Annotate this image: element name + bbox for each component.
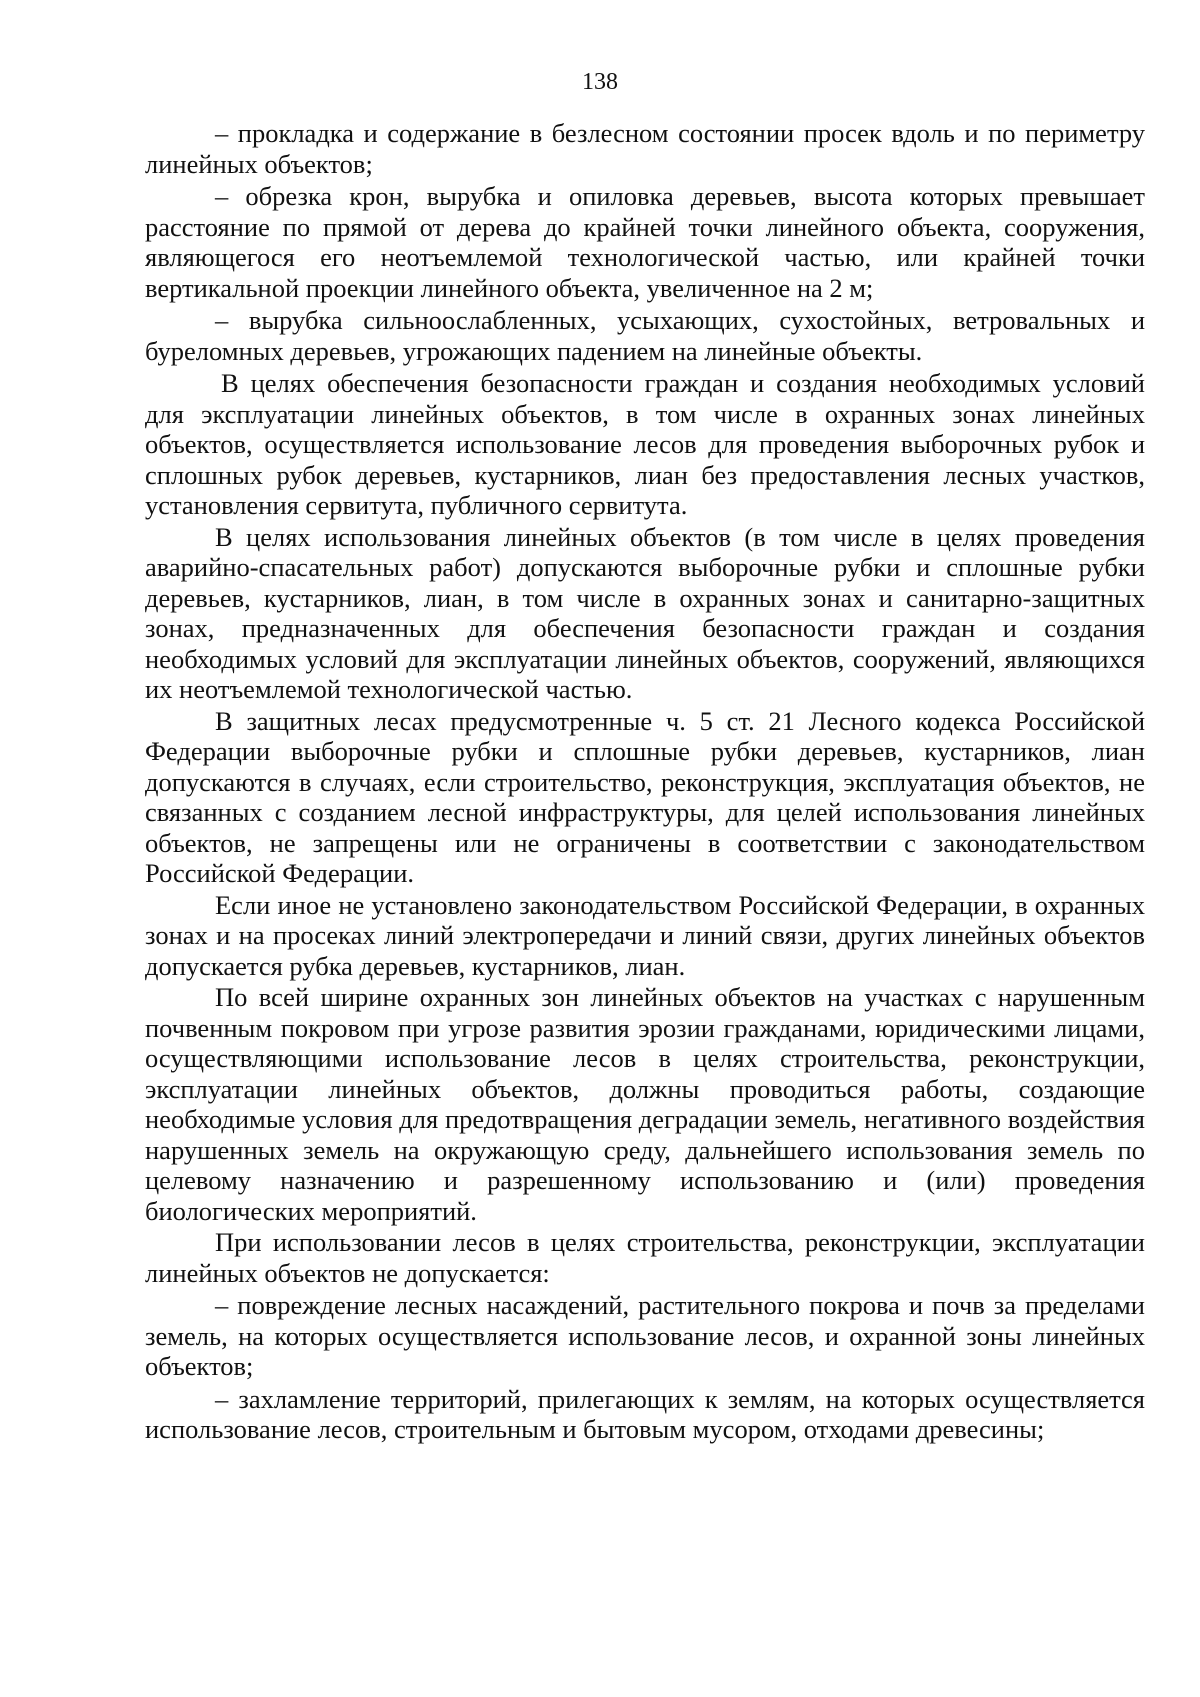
paragraph-protective-forests: В защитных лесах предусмотренные ч. 5 ст. 21 Лесного кодекса Российской Федерации выборочные рубки и сплошные рубки деревьев, кустарников, лиан допускаются в случаях, если строительство, реконструкция, эксплуатация объектов, не связанных с созданием лесной инфраструктуры, для целей использования линейных объектов, не запрещены или не ограничены в соответствии с законодательством Российской Федерации.	[145, 705, 1145, 888]
paragraph-power-lines: Если иное не установлено законодательством Российской Федерации, в охранных зонах и на просеках линий электропередачи и линий связи, других линейных объектов допускается рубка деревьев, кустарников, лиан.	[145, 889, 1145, 981]
paragraph-prohibited-littering: – захламление территорий, прилегающих к землям, на которых осуществляется использование лесов, строительным и бытовым мусором, отходами древесины;	[145, 1383, 1145, 1444]
paragraph-prohibited-damage: – повреждение лесных насаждений, растительного покрова и почв за пределами земель, на которых осуществляется использование лесов, и охранной зоны линейных объектов;	[145, 1290, 1145, 1381]
page-number: 138	[582, 69, 618, 95]
paragraph-linear-objects-use: В целях использования линейных объектов (в том числе в целях проведения аварийно-спасательных работ) допускаются выборочные рубки и сплошные рубки деревьев, кустарников, лиан, в том числе в охранных зонах и санитарно-защитных зонах, предназначенных для обеспечения безопасности граждан и создания необходимых условий для эксплуатации линейных объектов, сооружений, являющихся их неотъемлемой технологической частью.	[145, 521, 1145, 704]
paragraph-erosion-works: По всей ширине охранных зон линейных объектов на участках с нарушенным почвенным покровом при угрозе развития эрозии гражданами, юридическими лицами, осуществляющими использование лесов в целях строительства, реконструкции, эксплуатации линейных объектов, должны проводиться работы, создающие необходимые условия для предотвращения деградации земель, негативного воздействия нарушенных земель на окружающую среду, дальнейшего использования земель по целевому назначению и разрешенному использованию и (или) проведения биологических мероприятий.	[145, 982, 1145, 1226]
paragraph-clearing-maintenance: – прокладка и содержание в безлесном состоянии просек вдоль и по периметру линейных объектов;	[145, 118, 1145, 179]
paragraph-prohibited-intro: При использовании лесов в целях строительства, реконструкции, эксплуатации линейных объектов не допускается:	[145, 1227, 1145, 1288]
paragraph-crown-trimming: – обрезка крон, вырубка и опиловка деревьев, высота которых превышает расстояние по прямой от дерева до крайней точки линейного объекта, сооружения, являющегося его неотъемлемой технологической частью, или крайней точки вертикальной проекции линейного объекта, увеличенное на 2 м;	[145, 181, 1145, 303]
body-text	[145, 118, 1145, 1446]
paragraph-safety-purposes: В целях обеспечения безопасности граждан и создания необходимых условий для эксплуатации линейных объектов, в том числе в охранных зонах линейных объектов, осуществляется использование лесов для проведения выборочных рубок и сплошных рубок деревьев, кустарников, лиан без предоставления лесных участков, установления сервитута, публичного сервитута.	[145, 368, 1145, 520]
paragraph-weak-trees-felling: – вырубка сильноослабленных, усыхающих, сухостойных, ветровальных и буреломных деревьев, угрожающих падением на линейные объекты.	[145, 305, 1145, 366]
